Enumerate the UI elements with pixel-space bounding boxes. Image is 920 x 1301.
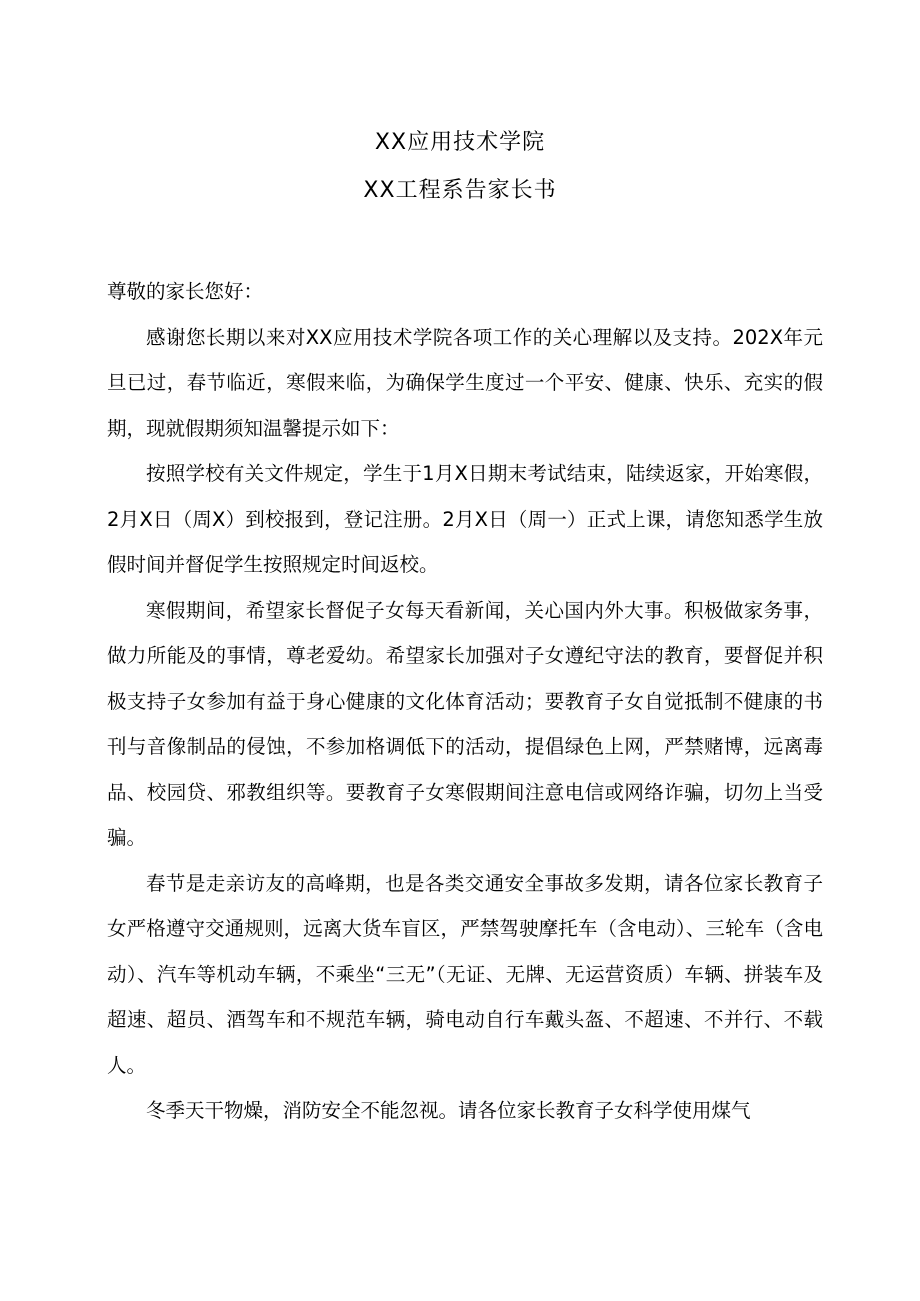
- paragraph-1: 感谢您长期以来对XX应用技术学院各项工作的关心理解以及支持。202X年元旦已过，春节临近，寒假来临，为确保学生度过一个平安、健康、快乐、充实的假期，现就假期须知温馨提示如下：: [107, 325, 823, 440]
- title-line-1: XX应用技术学院: [374, 130, 546, 155]
- paragraph-5: 冬季天干物燥，消防安全不能忽视。请各位家长教育子女科学使用煤气: [146, 1099, 751, 1122]
- letter-body: [107, 269, 823, 1134]
- paragraph-4: 春节是走亲访友的高峰期，也是各类交通安全事故多发期，请各位家长教育子女严格遵守交通规则，远离大货车盲区，严禁驾驶摩托车（含电动）、三轮车（含电动）、汽车等机动车辆，不乘坐“三无”（无证、无牌、无运营资质）车辆、拼装车及超速、超员、酒驾车和不规范车辆，骑电动自行车戴头盔、不超速、不并行、不载人。: [107, 871, 823, 1077]
- document-title-institution: [0, 128, 920, 158]
- title-line-2: XX工程系告家长书: [363, 178, 557, 203]
- paragraph-2: 按照学校有关文件规定，学生于1月X日期末考试结束，陆续返家，开始寒假，2月X日（周X）到校报到，登记注册。2月X日（周一）正式上课，请您知悉学生放假时间并督促学生按照规定时间返校。: [107, 462, 823, 576]
- paragraph-3: 寒假期间，希望家长督促子女每天看新闻，关心国内外大事。积极做家务事，做力所能及的事情，尊老爱幼。希望家长加强对子女遵纪守法的教育，要督促并积极支持子女参加有益于身心健康的文化体育活动；要教育子女自觉抵制不健康的书刊与音像制品的侵蚀，不参加格调低下的活动，提倡绿色上网，严禁赌博，远离毒品、校园贷、邪教组织等。要教育子女寒假期间注意电信或网络诈骗，切勿上当受骗。: [107, 598, 823, 849]
- salutation: 尊敬的家长您好：: [107, 280, 264, 303]
- document-title-letter: [0, 176, 920, 206]
